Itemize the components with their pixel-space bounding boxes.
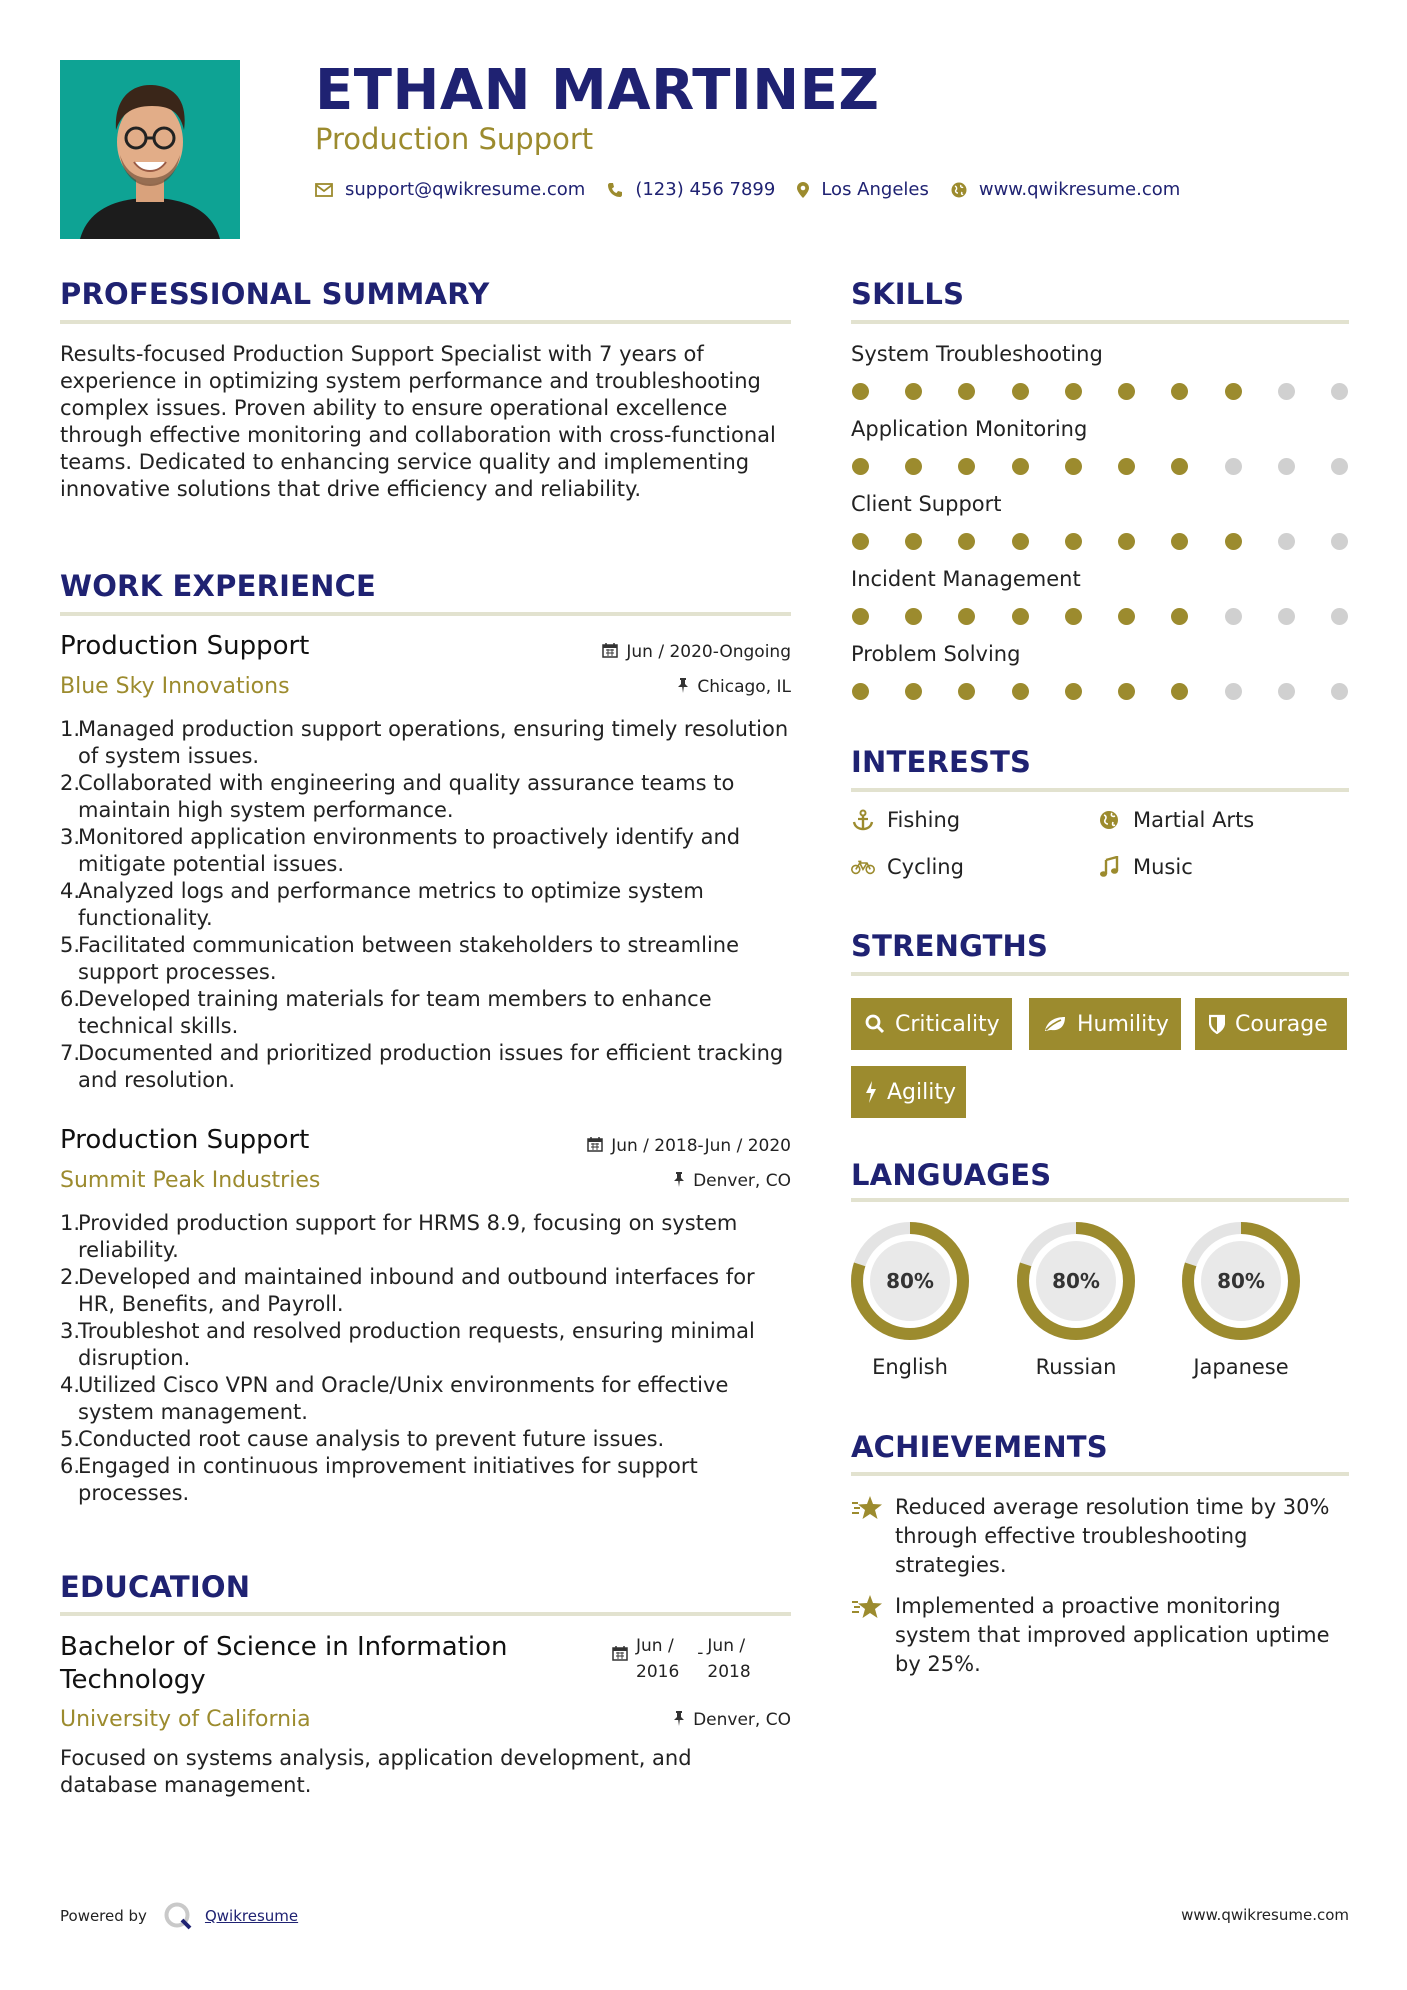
skill-dot-empty [1331, 458, 1348, 475]
job-location [677, 677, 791, 697]
search-icon [865, 1014, 885, 1034]
skill-dot-filled [905, 608, 922, 625]
list-item: 2. Collaborated with engineering and quality assurance teams to maintain high system performance. [60, 771, 735, 822]
skill-dot-filled [905, 533, 922, 550]
skill-dot-filled [1012, 533, 1029, 550]
skill-dot-filled [1118, 458, 1135, 475]
shield-icon [1209, 1014, 1225, 1034]
skill-dot-filled [1012, 458, 1029, 475]
interest-item: Cycling [851, 855, 964, 879]
phone-text: (123) 456 7899 [635, 179, 776, 200]
skill-dot-empty [1278, 608, 1295, 625]
job-location [673, 1171, 791, 1191]
anchor-icon [851, 809, 875, 831]
language-percent: 80% [1217, 1269, 1265, 1293]
skill-dot-filled [1065, 458, 1082, 475]
profile-photo [60, 60, 240, 239]
summary-heading: PROFESSIONAL SUMMARY [60, 277, 490, 311]
job-company: Summit Peak Industries [60, 1168, 321, 1193]
footer-website[interactable]: www.qwikresume.com [1181, 1906, 1349, 1924]
date-separator: - [697, 1643, 704, 1663]
skill-dot-empty [1331, 608, 1348, 625]
list-item: 1. Provided production support for HRMS 8.9, focusing on system reliability. [60, 1211, 738, 1262]
education-divider [60, 1612, 791, 1616]
music-icon [1097, 856, 1121, 878]
interests-heading: INTERESTS [851, 745, 1032, 779]
language-percent: 80% [1052, 1269, 1100, 1293]
list-item: 4. Utilized Cisco VPN and Oracle/Unix environments for effective system management. [60, 1373, 729, 1424]
skill-dot-filled [1225, 533, 1242, 550]
achievement-item [851, 1592, 1349, 1679]
skill-rating [851, 683, 1349, 700]
skill-name: Problem Solving [851, 642, 1021, 666]
skill-dot-filled [958, 683, 975, 700]
strength-tag: Agility [851, 1066, 966, 1118]
language-progress-ring [850, 1221, 970, 1341]
skill-dot-filled [1225, 383, 1242, 400]
star-icon [851, 1493, 895, 1580]
education-degree: Bachelor of Science in Information Technology [60, 1632, 508, 1695]
skill-dot-empty [1278, 383, 1295, 400]
calendar-icon [587, 1136, 603, 1156]
qwikresume-link[interactable]: Qwikresume [204, 1907, 299, 1925]
website-text: www.qwikresume.com [978, 179, 1181, 200]
skill-dot-filled [1118, 683, 1135, 700]
calendar-icon [612, 1645, 628, 1665]
skill-dot-filled [905, 683, 922, 700]
strength-tag: Courage [1195, 998, 1347, 1050]
language-name: Japanese [1193, 1355, 1289, 1379]
skill-dot-filled [1171, 533, 1188, 550]
strengths-divider [851, 972, 1349, 976]
skill-dot-filled [852, 683, 869, 700]
skill-dot-filled [958, 458, 975, 475]
strength-tag: Humility [1029, 998, 1181, 1050]
list-item: 6. Developed training materials for team members to enhance technical skills. [60, 987, 712, 1038]
envelope-icon [315, 183, 333, 197]
map-pin-icon [797, 182, 809, 198]
skill-dot-filled [905, 458, 922, 475]
globe-icon [1097, 810, 1121, 830]
phone-icon [607, 182, 623, 198]
list-item: 6. Engaged in continuous improvement initiatives for support processes. [60, 1454, 698, 1505]
language-name: English [872, 1355, 948, 1379]
summary-text: Results-focused Production Support Specialist with 7 years of experience in optimizing system performance and troubleshooting complex issues. Proven ability to ensure operational excellence through effective monitoring and collaboration with cross-functional teams. Dedicated to enhancing service quality and implementing innovative solutions that drive efficiency and reliability. [60, 342, 776, 501]
skill-row [851, 342, 1349, 400]
skill-dot-filled [958, 533, 975, 550]
skill-dot-filled [1012, 683, 1029, 700]
job-duties [60, 716, 791, 1094]
skill-name: Client Support [851, 492, 1002, 516]
education-description: Focused on systems analysis, application development, and database management. [60, 1746, 692, 1797]
skill-dot-empty [1278, 683, 1295, 700]
language-name: Russian [1035, 1355, 1117, 1379]
list-item: 3. Monitored application environments to proactively identify and mitigate potential issues. [60, 825, 741, 876]
experience-divider [60, 612, 791, 616]
achievement-item [851, 1493, 1349, 1580]
bicycle-icon [851, 857, 875, 877]
language-item [1181, 1221, 1301, 1379]
interest-item: Martial Arts [1097, 808, 1254, 832]
skill-dot-filled [1171, 683, 1188, 700]
achievements-heading: ACHIEVEMENTS [851, 1430, 1108, 1464]
list-item: 5. Facilitated communication between stakeholders to streamline support processes. [60, 933, 740, 984]
job-dates [587, 1136, 791, 1156]
skill-rating [851, 533, 1349, 550]
education-dates [612, 1633, 751, 1685]
education-heading: EDUCATION [60, 1570, 251, 1604]
achievements-divider [851, 1472, 1349, 1476]
achievement-text: Reduced average resolution time by 30% through effective troubleshooting strategies. [895, 1495, 1330, 1577]
contact-location [797, 179, 929, 200]
skill-dot-filled [1065, 533, 1082, 550]
job-dates-text: Jun / 2020-Ongoing [626, 642, 791, 662]
skill-dot-empty [1225, 458, 1242, 475]
summary-divider [60, 320, 791, 324]
skill-dot-filled [1012, 383, 1029, 400]
languages-heading: LANGUAGES [851, 1158, 1052, 1192]
footer-powered-by [60, 1901, 298, 1931]
job-dates-text: Jun / 2018-Jun / 2020 [611, 1136, 791, 1156]
contact-phone[interactable] [607, 179, 775, 200]
job-duties [60, 1210, 791, 1507]
skill-dot-filled [1171, 383, 1188, 400]
list-item: 5. Conducted root cause analysis to prevent future issues. [60, 1427, 665, 1451]
skill-dot-filled [852, 458, 869, 475]
skill-dot-filled [1171, 608, 1188, 625]
skill-name: Incident Management [851, 567, 1081, 591]
skill-dot-empty [1225, 608, 1242, 625]
education-end: Jun / 2018 [707, 1636, 751, 1682]
skill-dot-empty [1225, 683, 1242, 700]
list-item: 1. Managed production support operations, ensuring timely resolution of system issues. [60, 717, 789, 768]
globe-icon [951, 182, 967, 198]
star-icon [851, 1592, 895, 1679]
skill-dot-empty [1331, 383, 1348, 400]
skill-dot-filled [958, 608, 975, 625]
languages-divider [851, 1198, 1349, 1202]
skill-dot-empty [1331, 683, 1348, 700]
skill-rating [851, 608, 1349, 625]
education-location: Denver, CO [673, 1710, 791, 1730]
strengths-heading: STRENGTHS [851, 929, 1049, 963]
skill-row [851, 417, 1349, 475]
skill-dot-filled [1118, 383, 1135, 400]
leaf-icon [1043, 1015, 1067, 1033]
language-progress-ring [1016, 1221, 1136, 1341]
skill-rating [851, 383, 1349, 400]
list-item: 2. Developed and maintained inbound and outbound interfaces for HR, Benefits, and Payroll. [60, 1265, 755, 1316]
list-item: 7. Documented and prioritized production issues for efficient tracking and resolution. [60, 1041, 784, 1092]
job-location-text: Chicago, IL [697, 677, 791, 697]
pin-icon [677, 677, 689, 697]
job-title: Production Support [60, 1125, 310, 1155]
skill-dot-filled [1118, 608, 1135, 625]
contact-bar [315, 179, 1202, 200]
experience-heading: WORK EXPERIENCE [60, 569, 377, 603]
pin-icon [673, 1710, 685, 1730]
skill-name: System Troubleshooting [851, 342, 1103, 366]
candidate-name: ETHAN MARTINEZ [315, 58, 880, 123]
skill-dot-empty [1278, 458, 1295, 475]
skill-dot-filled [852, 608, 869, 625]
skill-row [851, 642, 1349, 700]
skill-dot-filled [1118, 533, 1135, 550]
job-title: Production Support [60, 631, 310, 661]
interest-item: Fishing [851, 808, 960, 832]
skill-row [851, 492, 1349, 550]
skill-name: Application Monitoring [851, 417, 1088, 441]
achievement-text: Implemented a proactive monitoring system that improved application uptime by 25%. [895, 1594, 1330, 1676]
calendar-icon [602, 642, 618, 662]
skill-dot-filled [1012, 608, 1029, 625]
language-item [1016, 1221, 1136, 1379]
strength-tag: Criticality [851, 998, 1012, 1050]
skill-row [851, 567, 1349, 625]
education-school: University of California [60, 1707, 311, 1732]
skill-rating [851, 458, 1349, 475]
qwikresume-logo-icon [163, 1901, 193, 1931]
skills-divider [851, 320, 1349, 324]
candidate-role: Production Support [315, 122, 594, 156]
powered-by-label: Powered by [60, 1907, 147, 1925]
skill-dot-filled [1065, 383, 1082, 400]
language-progress-ring [1181, 1221, 1301, 1341]
language-percent: 80% [886, 1269, 934, 1293]
skill-dot-filled [958, 383, 975, 400]
skill-dot-filled [1065, 608, 1082, 625]
skill-dot-filled [1171, 458, 1188, 475]
language-item [850, 1221, 970, 1379]
skills-heading: SKILLS [851, 277, 965, 311]
email-text: support@qwikresume.com [345, 179, 586, 200]
skill-dot-filled [1065, 683, 1082, 700]
interests-divider [851, 788, 1349, 792]
contact-email[interactable] [315, 179, 585, 200]
contact-website[interactable] [951, 179, 1180, 200]
skill-dot-filled [852, 533, 869, 550]
skill-dot-empty [1331, 533, 1348, 550]
interest-item: Music [1097, 855, 1193, 879]
location-text: Los Angeles [821, 179, 929, 200]
list-item: 3. Troubleshot and resolved production requests, ensuring minimal disruption. [60, 1319, 755, 1370]
skill-dot-empty [1278, 533, 1295, 550]
pin-icon [673, 1171, 685, 1191]
job-dates [602, 642, 791, 662]
bolt-icon [865, 1081, 877, 1103]
job-company: Blue Sky Innovations [60, 674, 290, 699]
list-item: 4. Analyzed logs and performance metrics to optimize system functionality. [60, 879, 704, 930]
skill-dot-filled [852, 383, 869, 400]
education-start: Jun / 2016 [636, 1636, 680, 1682]
job-location-text: Denver, CO [693, 1171, 791, 1191]
skill-dot-filled [905, 383, 922, 400]
